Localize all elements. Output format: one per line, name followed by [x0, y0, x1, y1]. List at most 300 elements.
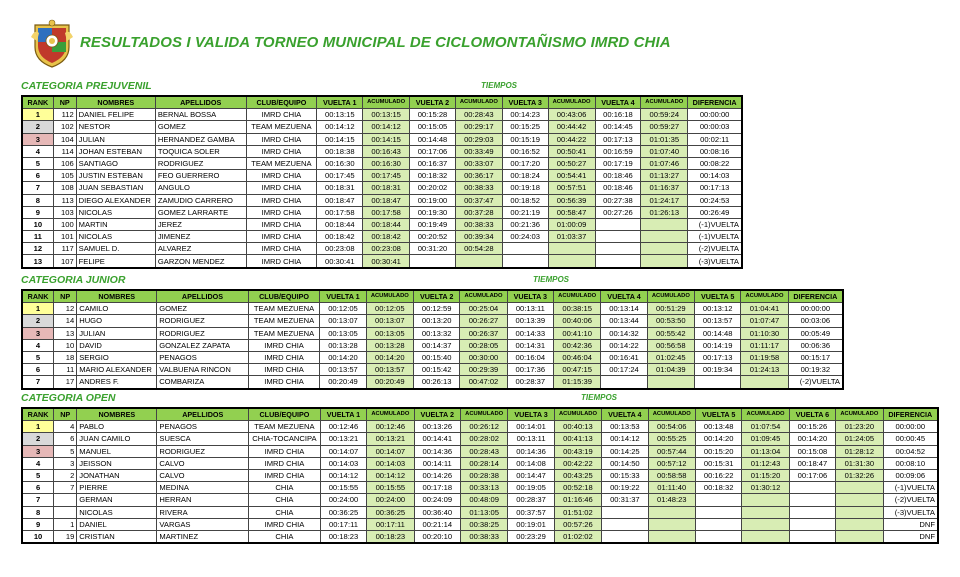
name-cell: SERGIO — [77, 351, 157, 363]
accumulated-time-cell: 00:14:12 — [367, 469, 414, 481]
name-cell: JEISSON — [77, 457, 157, 469]
surname-cell: GOMEZ — [155, 121, 246, 133]
np-cell: 100 — [53, 218, 76, 230]
accumulated-time-cell: 00:40:06 — [553, 315, 600, 327]
lap-time-cell: 00:17:06 — [789, 469, 835, 481]
lap-time-cell: 00:13:32 — [414, 327, 460, 339]
difference-cell: 00:00:03 — [688, 121, 742, 133]
lap-time-cell — [502, 243, 548, 255]
lap-time-cell: 00:17:18 — [414, 482, 460, 494]
name-cell: SANTIAGO — [76, 157, 155, 169]
rank-cell: 3 — [22, 133, 53, 145]
surname-cell: ANGULO — [155, 182, 246, 194]
column-header-vuelta3: VUELTA 3 — [502, 96, 548, 109]
accumulated-time-cell: 01:13:04 — [742, 445, 789, 457]
column-header-vuelta1: VUELTA 1 — [320, 408, 366, 421]
rank-cell: 1 — [22, 109, 53, 121]
club-cell: IMRD CHIA — [249, 445, 321, 457]
name-cell: MARIO ALEXANDER — [77, 364, 157, 376]
accumulated-time-cell: 01:02:45 — [647, 351, 694, 363]
lap-time-cell: 00:14:19 — [695, 339, 741, 351]
table-row — [22, 303, 843, 315]
rank-cell: 10 — [22, 218, 53, 230]
accumulated-time-cell — [641, 255, 688, 268]
lap-time-cell: 00:13:48 — [695, 421, 741, 433]
rank-cell: 6 — [22, 482, 54, 494]
name-cell: HUGO — [77, 315, 157, 327]
np-cell: 13 — [54, 327, 77, 339]
lap-time-cell: 00:14:11 — [414, 457, 460, 469]
column-header-np: NP — [53, 96, 76, 109]
accumulated-time-cell: 00:13:15 — [363, 109, 410, 121]
accumulated-time-cell: 01:16:37 — [641, 182, 688, 194]
np-cell: 114 — [53, 145, 76, 157]
lap-time-cell: 00:13:53 — [602, 421, 648, 433]
np-cell: 1 — [54, 518, 77, 530]
accumulated-time-cell: 01:48:23 — [648, 494, 695, 506]
accumulated-time-cell: 01:51:02 — [554, 506, 601, 518]
accumulated-time-cell: 01:24:13 — [741, 364, 788, 376]
rank-cell: 5 — [22, 157, 53, 169]
name-cell: JULIAN — [76, 133, 155, 145]
accumulated-time-cell: 00:14:20 — [366, 351, 413, 363]
club-cell: IMRD CHIA — [246, 133, 317, 145]
lap-time-cell: 00:14:47 — [508, 469, 554, 481]
surname-cell: ZAMUDIO CARRERO — [155, 194, 246, 206]
club-cell: TEAM MEZUENA — [249, 421, 321, 433]
tiempos-label: TIEMPOS — [481, 81, 518, 90]
lap-time-cell: 00:37:57 — [508, 506, 554, 518]
accumulated-time-cell — [836, 482, 883, 494]
lap-time-cell: 00:17:20 — [502, 157, 548, 169]
difference-cell: (-3)VUELTA — [883, 506, 938, 518]
lap-time-cell: 00:15:42 — [414, 364, 460, 376]
rank-cell: 5 — [22, 351, 54, 363]
table-row — [22, 433, 938, 445]
accumulated-time-cell: 00:37:47 — [455, 194, 502, 206]
accumulated-time-cell: 00:18:47 — [363, 194, 410, 206]
column-header-vuelta4: VUELTA 4 — [595, 96, 641, 109]
lap-time-cell: 00:17:36 — [507, 364, 553, 376]
name-cell: NESTOR — [76, 121, 155, 133]
accumulated-time-cell: 00:12:05 — [366, 303, 413, 315]
column-header-diferencia: DIFERENCIA — [788, 290, 843, 303]
accumulated-time-cell: 00:18:44 — [363, 218, 410, 230]
difference-cell: 00:26:49 — [688, 206, 742, 218]
np-cell — [54, 494, 77, 506]
difference-cell: 00:03:06 — [788, 315, 843, 327]
results-table — [21, 289, 844, 390]
accumulated-time-cell: 01:03:37 — [548, 231, 595, 243]
column-header-acumulado: ACUMULADO — [641, 96, 688, 109]
surname-cell: FEO GUERRERO — [155, 170, 246, 182]
accumulated-time-cell: 00:56:39 — [548, 194, 595, 206]
table-row — [22, 494, 938, 506]
lap-time-cell: 00:14:08 — [508, 457, 554, 469]
accumulated-time-cell: 00:12:46 — [367, 421, 414, 433]
accumulated-time-cell: 00:28:38 — [460, 469, 507, 481]
np-cell: 112 — [53, 109, 76, 121]
np-cell — [54, 506, 77, 518]
accumulated-time-cell: 00:17:45 — [363, 170, 410, 182]
tiempos-label: TIEMPOS — [581, 393, 618, 402]
lap-time-cell — [602, 506, 648, 518]
rank-cell: 7 — [22, 494, 54, 506]
lap-time-cell: 00:14:31 — [507, 339, 553, 351]
club-cell: CHIA — [249, 506, 321, 518]
accumulated-time-cell: 00:57:44 — [648, 445, 695, 457]
table-row — [22, 121, 742, 133]
surname-cell: GOMEZ — [157, 303, 249, 315]
lap-time-cell: 00:27:26 — [595, 206, 641, 218]
column-header-rank: RANK — [22, 96, 53, 109]
surname-cell: MEDINA — [157, 482, 249, 494]
accumulated-time-cell: 00:53:50 — [647, 315, 694, 327]
lap-time-cell: 00:14:15 — [317, 133, 363, 145]
lap-time-cell: 00:13:11 — [508, 433, 554, 445]
rank-cell: 11 — [22, 231, 53, 243]
lap-time-cell: 00:15:19 — [502, 133, 548, 145]
club-cell: CHIA-TOCANCIPA — [249, 433, 321, 445]
surname-cell: RODRIGUEZ — [155, 157, 246, 169]
column-header-np: NP — [54, 408, 77, 421]
lap-time-cell — [789, 530, 835, 543]
column-header-vuelta2: VUELTA 2 — [410, 96, 456, 109]
club-cell: TEAM MEZUENA — [246, 157, 317, 169]
surname-cell: VARGAS — [157, 518, 249, 530]
difference-cell: (-3)VUELTA — [688, 255, 742, 268]
club-cell: TEAM MEZUENA — [246, 121, 317, 133]
accumulated-time-cell: 01:04:41 — [741, 303, 788, 315]
lap-time-cell: 00:12:59 — [414, 303, 460, 315]
accumulated-time-cell — [648, 506, 695, 518]
accumulated-time-cell: 00:55:25 — [648, 433, 695, 445]
np-cell: 17 — [54, 376, 77, 389]
name-cell: ANDRES F. — [77, 376, 157, 389]
difference-cell: 00:08:10 — [883, 457, 938, 469]
rank-cell: 4 — [22, 339, 54, 351]
surname-cell: JIMENEZ — [155, 231, 246, 243]
accumulated-time-cell — [641, 231, 688, 243]
accumulated-time-cell: 00:57:51 — [548, 182, 595, 194]
rank-cell: 1 — [22, 421, 54, 433]
lap-time-cell: 00:18:31 — [317, 182, 363, 194]
accumulated-time-cell: 00:36:25 — [367, 506, 414, 518]
lap-time-cell — [789, 494, 835, 506]
column-header-nombres: NOMBRES — [77, 290, 157, 303]
accumulated-time-cell: 00:52:18 — [554, 482, 601, 494]
lap-time-cell — [695, 506, 741, 518]
club-cell: IMRD CHIA — [246, 182, 317, 194]
table-row — [22, 482, 938, 494]
surname-cell: GOMEZ LARRARTE — [155, 206, 246, 218]
lap-time-cell: 00:14:48 — [695, 327, 741, 339]
accumulated-time-cell: 00:38:33 — [455, 182, 502, 194]
accumulated-time-cell: 00:30:41 — [363, 255, 410, 268]
table-row — [22, 194, 742, 206]
lap-time-cell: 00:13:44 — [601, 315, 647, 327]
difference-cell: DNF — [883, 530, 938, 543]
accumulated-time-cell: 01:31:30 — [836, 457, 883, 469]
lap-time-cell: 00:17:13 — [695, 351, 741, 363]
np-cell: 113 — [53, 194, 76, 206]
accumulated-time-cell: 00:55:42 — [647, 327, 694, 339]
lap-time-cell: 00:13:39 — [507, 315, 553, 327]
column-header-vuelta3: VUELTA 3 — [508, 408, 554, 421]
accumulated-time-cell: 00:33:07 — [455, 157, 502, 169]
difference-cell: (-2)VUELTA — [788, 376, 843, 389]
name-cell: MANUEL — [77, 445, 157, 457]
accumulated-time-cell: 01:07:40 — [641, 145, 688, 157]
table-row — [22, 182, 742, 194]
column-header-diferencia: DIFERENCIA — [688, 96, 742, 109]
table-row — [22, 231, 742, 243]
difference-cell: 00:05:49 — [788, 327, 843, 339]
accumulated-time-cell: 01:26:13 — [641, 206, 688, 218]
lap-time-cell: 00:14:20 — [789, 433, 835, 445]
table-row — [22, 469, 938, 481]
club-cell: IMRD CHIA — [246, 255, 317, 268]
lap-time-cell: 00:18:47 — [789, 457, 835, 469]
rank-cell: 2 — [22, 121, 53, 133]
club-cell: TEAM MEZUENA — [248, 303, 320, 315]
name-cell: JUAN CAMILO — [77, 433, 157, 445]
lap-time-cell: 00:18:38 — [317, 145, 363, 157]
column-header-vuelta2: VUELTA 2 — [414, 290, 460, 303]
name-cell: JULIAN — [77, 327, 157, 339]
difference-cell: 00:15:17 — [788, 351, 843, 363]
name-cell: DIEGO ALEXANDER — [76, 194, 155, 206]
lap-time-cell: 00:14:01 — [508, 421, 554, 433]
name-cell: MARTIN — [76, 218, 155, 230]
lap-time-cell: 00:15:20 — [695, 445, 741, 457]
lap-time-cell: 00:14:07 — [320, 445, 366, 457]
lap-time-cell: 00:19:49 — [410, 218, 456, 230]
accumulated-time-cell — [548, 243, 595, 255]
difference-cell: 00:19:32 — [788, 364, 843, 376]
accumulated-time-cell: 01:02:02 — [554, 530, 601, 543]
name-cell: PIERRE — [77, 482, 157, 494]
lap-time-cell: 00:15:31 — [695, 457, 741, 469]
rank-cell: 1 — [22, 303, 54, 315]
lap-time-cell: 00:16:41 — [601, 351, 647, 363]
lap-time-cell: 00:14:33 — [507, 327, 553, 339]
category-title: CATEGORIA PREJUVENIL — [21, 80, 152, 92]
club-cell: IMRD CHIA — [248, 364, 320, 376]
lap-time-cell: 00:17:06 — [410, 145, 456, 157]
accumulated-time-cell: 00:14:15 — [363, 133, 410, 145]
rank-cell: 4 — [22, 457, 54, 469]
lap-time-cell: 00:17:13 — [595, 133, 641, 145]
accumulated-time-cell: 00:38:15 — [553, 303, 600, 315]
lap-time-cell: 00:24:09 — [414, 494, 460, 506]
club-cell: IMRD CHIA — [248, 339, 320, 351]
lap-time-cell: 00:15:08 — [789, 445, 835, 457]
lap-time-cell: 00:36:25 — [320, 506, 366, 518]
name-cell: JONATHAN — [77, 469, 157, 481]
np-cell: 6 — [54, 433, 77, 445]
column-header-club: CLUB/EQUIPO — [246, 96, 317, 109]
page-title: RESULTADOS I VALIDA TORNEO MUNICIPAL DE CICLOMONTAÑISMO IMRD CHIA — [80, 34, 671, 51]
np-cell: 101 — [53, 231, 76, 243]
difference-cell: (-1)VUELTA — [883, 482, 938, 494]
accumulated-time-cell: 00:13:28 — [366, 339, 413, 351]
lap-time-cell: 00:12:05 — [320, 303, 366, 315]
lap-time-cell: 00:13:28 — [320, 339, 366, 351]
rank-cell: 4 — [22, 145, 53, 157]
surname-cell: PENAGOS — [157, 351, 249, 363]
column-header-acumulado: ACUMULADO — [836, 408, 883, 421]
lap-time-cell: 00:14:12 — [320, 469, 366, 481]
rank-cell: 12 — [22, 243, 53, 255]
table-row — [22, 530, 938, 543]
lap-time-cell: 00:14:23 — [502, 109, 548, 121]
lap-time-cell: 00:21:36 — [502, 218, 548, 230]
lap-time-cell — [789, 506, 835, 518]
lap-time-cell: 00:13:57 — [695, 315, 741, 327]
difference-cell: 00:24:53 — [688, 194, 742, 206]
lap-time-cell — [410, 255, 456, 268]
accumulated-time-cell: 01:32:26 — [836, 469, 883, 481]
lap-time-cell: 00:18:44 — [317, 218, 363, 230]
difference-cell: (-2)VUELTA — [688, 243, 742, 255]
club-cell: IMRD CHIA — [246, 194, 317, 206]
accumulated-time-cell: 00:15:55 — [367, 482, 414, 494]
rank-cell: 2 — [22, 433, 54, 445]
table-row — [22, 206, 742, 218]
accumulated-time-cell: 00:26:37 — [460, 327, 507, 339]
lap-time-cell: 00:36:40 — [414, 506, 460, 518]
accumulated-time-cell: 00:54:06 — [648, 421, 695, 433]
table-row — [22, 109, 742, 121]
np-cell: 18 — [54, 351, 77, 363]
lap-time-cell: 00:16:18 — [595, 109, 641, 121]
rank-cell: 10 — [22, 530, 54, 543]
lap-time-cell: 00:23:08 — [317, 243, 363, 255]
surname-cell: ALVAREZ — [155, 243, 246, 255]
accumulated-time-cell: 00:13:07 — [366, 315, 413, 327]
club-cell: IMRD CHIA — [246, 243, 317, 255]
surname-cell: PENAGOS — [157, 421, 249, 433]
column-header-apellidos: APELLIDOS — [157, 290, 249, 303]
lap-time-cell: 00:19:01 — [508, 518, 554, 530]
accumulated-time-cell: 00:33:49 — [455, 145, 502, 157]
rank-cell: 8 — [22, 506, 54, 518]
accumulated-time-cell: 00:14:07 — [367, 445, 414, 457]
club-cell: CHIA — [249, 494, 321, 506]
accumulated-time-cell: 00:16:30 — [363, 157, 410, 169]
lap-time-cell: 00:18:24 — [502, 170, 548, 182]
accumulated-time-cell: 01:16:46 — [554, 494, 601, 506]
lap-time-cell: 00:17:11 — [320, 518, 366, 530]
club-cell: TEAM MEZUENA — [248, 315, 320, 327]
np-cell: 105 — [53, 170, 76, 182]
accumulated-time-cell — [836, 530, 883, 543]
lap-time-cell — [502, 255, 548, 268]
name-cell: CRISTIAN — [77, 530, 157, 543]
table-row — [22, 339, 843, 351]
name-cell: FELIPE — [76, 255, 155, 268]
difference-cell: DNF — [883, 518, 938, 530]
column-header-acumulado: ACUMULADO — [742, 408, 789, 421]
accumulated-time-cell: 01:19:58 — [741, 351, 788, 363]
table-row — [22, 315, 843, 327]
column-header-acumulado: ACUMULADO — [553, 290, 600, 303]
column-header-acumulado: ACUMULADO — [647, 290, 694, 303]
accumulated-time-cell: 01:07:54 — [742, 421, 789, 433]
lap-time-cell: 00:21:14 — [414, 518, 460, 530]
lap-time-cell: 00:14:25 — [602, 445, 648, 457]
accumulated-time-cell: 00:18:31 — [363, 182, 410, 194]
accumulated-time-cell: 00:42:36 — [553, 339, 600, 351]
lap-time-cell: 00:19:18 — [502, 182, 548, 194]
surname-cell: HERRAN — [157, 494, 249, 506]
accumulated-time-cell — [641, 243, 688, 255]
difference-cell: 00:09:06 — [883, 469, 938, 481]
surname-cell: CALVO — [157, 469, 249, 481]
lap-time-cell: 00:17:58 — [317, 206, 363, 218]
accumulated-time-cell: 00:23:08 — [363, 243, 410, 255]
club-cell: IMRD CHIA — [246, 145, 317, 157]
lap-time-cell: 00:18:52 — [502, 194, 548, 206]
accumulated-time-cell — [648, 518, 695, 530]
accumulated-time-cell: 00:38:25 — [460, 518, 507, 530]
club-cell: IMRD CHIA — [249, 469, 321, 481]
lap-time-cell: 00:14:36 — [414, 445, 460, 457]
surname-cell: RODRIGUEZ — [157, 315, 249, 327]
difference-cell: (-2)VUELTA — [883, 494, 938, 506]
np-cell: 5 — [54, 445, 77, 457]
accumulated-time-cell: 00:41:10 — [553, 327, 600, 339]
difference-cell: 00:04:52 — [883, 445, 938, 457]
lap-time-cell: 00:17:24 — [601, 364, 647, 376]
accumulated-time-cell — [742, 506, 789, 518]
table-row — [22, 145, 742, 157]
lap-time-cell: 00:12:46 — [320, 421, 366, 433]
difference-cell: 00:14:03 — [688, 170, 742, 182]
lap-time-cell: 00:31:20 — [410, 243, 456, 255]
accumulated-time-cell: 01:13:27 — [641, 170, 688, 182]
surname-cell: COMBARIZA — [157, 376, 249, 389]
lap-time-cell: 00:14:26 — [414, 469, 460, 481]
lap-time-cell — [789, 518, 835, 530]
lap-time-cell: 00:14:50 — [602, 457, 648, 469]
lap-time-cell: 00:13:15 — [317, 109, 363, 121]
table-row — [22, 170, 742, 182]
difference-cell: (-1)VUELTA — [688, 231, 742, 243]
table-row — [22, 255, 742, 268]
np-cell: 14 — [54, 315, 77, 327]
difference-cell: (-1)VUELTA — [688, 218, 742, 230]
accumulated-time-cell: 00:43:06 — [548, 109, 595, 121]
surname-cell: MARTINEZ — [157, 530, 249, 543]
lap-time-cell: 00:13:26 — [414, 421, 460, 433]
rank-cell: 5 — [22, 469, 54, 481]
table-row — [22, 243, 742, 255]
accumulated-time-cell: 00:14:03 — [367, 457, 414, 469]
accumulated-time-cell: 00:28:43 — [460, 445, 507, 457]
column-header-rank: RANK — [22, 408, 54, 421]
accumulated-time-cell: 00:29:03 — [455, 133, 502, 145]
lap-time-cell: 00:17:19 — [595, 157, 641, 169]
lap-time-cell: 00:18:46 — [595, 170, 641, 182]
table-row — [22, 218, 742, 230]
surname-cell: BERNAL BOSSA — [155, 109, 246, 121]
accumulated-time-cell: 00:29:17 — [455, 121, 502, 133]
club-cell: IMRD CHIA — [246, 231, 317, 243]
lap-time-cell: 00:15:33 — [602, 469, 648, 481]
table-row — [22, 506, 938, 518]
